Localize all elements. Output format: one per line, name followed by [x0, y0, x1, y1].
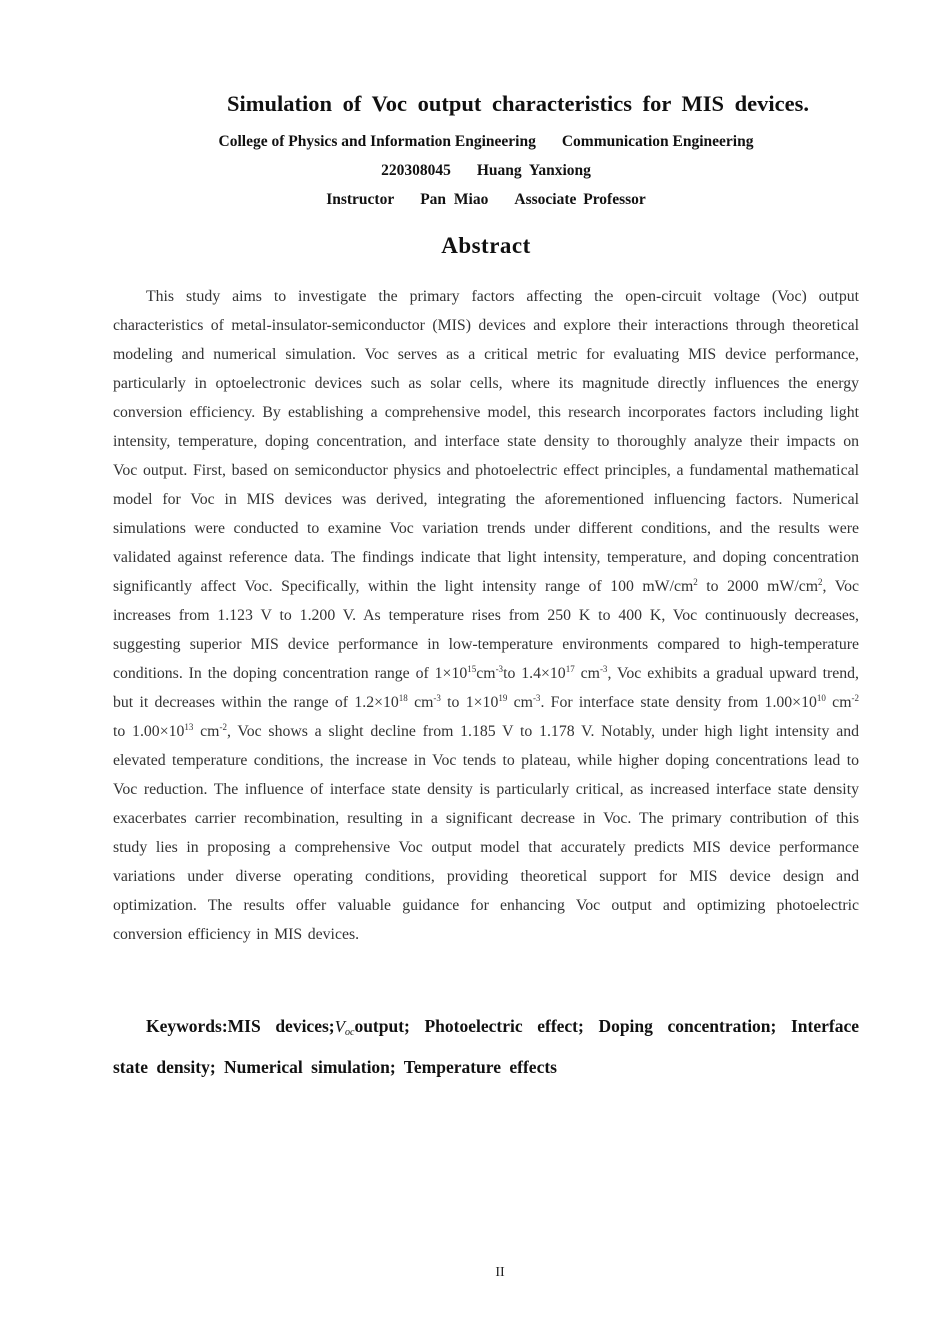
student-id: 220308045 — [381, 162, 451, 179]
keywords-list: output; Photoelectric effect; Doping concentration; Interface state density; Numerical simulation; Temperature effects — [113, 1016, 859, 1077]
superscript: -2 — [851, 693, 859, 703]
abstract-text: cm — [407, 694, 434, 711]
abstract-text: to 1.4×10 — [503, 665, 566, 682]
abstract-text: , Voc shows a slight decline from 1.185 V to 1.178 V. Notably, under high light intensity and elevated temperature conditions, the increase in Voc tends to plateau, while higher doping concentrations lead to Voc reduction. The influence of interface state density is particularly critical, as increased interface state density exacerbates carrier recombination, resulting in a significant decrease in Voc. The primary contribution of this study lies in proposing a comprehensive Voc output model that accurately predicts MIS device performance variations under diverse operating conditions, providing theoretical support for MIS device design and optimization. The results offer valuable guidance for enhancing Voc output and optimizing photoelectric conversion efficiency in MIS devices. — [113, 723, 860, 943]
superscript: 15 — [467, 664, 477, 674]
keywords-paragraph — [113, 1009, 859, 1084]
instructor-name: Pan Miao — [420, 191, 489, 208]
superscript: -3 — [599, 664, 608, 674]
college-name: College of Physics and Information Engineering — [218, 133, 536, 150]
superscript: 18 — [398, 693, 408, 703]
voc-subscript: oc — [345, 1027, 355, 1038]
keywords-prefix: Keywords:MIS devices; — [146, 1016, 335, 1036]
superscript: -3 — [532, 693, 541, 703]
abstract-heading: Abstract — [441, 233, 531, 258]
abstract-text: to 1.00×10 — [113, 723, 185, 740]
abstract-text: to 2000 mW/cm — [697, 578, 819, 595]
superscript: -3 — [433, 693, 441, 703]
instructor-label: Instructor — [326, 191, 395, 208]
superscript: 17 — [565, 664, 575, 674]
student-line — [113, 162, 859, 180]
superscript: 2 — [818, 577, 823, 587]
voc-symbol — [335, 1017, 355, 1036]
abstract-text: cm — [476, 665, 496, 682]
instructor-line — [113, 191, 859, 209]
abstract-text: , Voc exhibits a gradual upward trend, but it decreases within the range of 1.2×10 — [113, 665, 859, 711]
abstract-text: This study aims to investigate the primary factors affecting the open-circuit voltage (Voc) output characteristics of metal-insulator-semiconductor (MIS) devices and explore their interactions through theoretical modeling and numerical simulation. Voc serves as a critical metric for evaluating MIS device performance, particularly in optoelectronic devices such as solar cells, where its magnitude directly influences the energy conversion efficiency. By establishing a comprehensive model, this research incorporates factors including light intensity, temperature, doping concentration, and interface state density to thoroughly analyze their impacts on Voc output. First, based on semiconductor physics and photoelectric effect principles, a fundamental mathematical model for Voc in MIS devices was derived, integrating the aforementioned influencing factors. Numerical simulations were conducted to examine Voc variation trends under different conditions, and the results were validated against reference data. The findings indicate that light intensity, temperature, and doping concentration significantly affect Voc. Specifically, within the light intensity range of 100 mW/cm — [113, 288, 859, 595]
abstract-text: cm — [825, 694, 852, 711]
superscript: -2 — [219, 722, 227, 732]
abstract-text: cm — [193, 723, 220, 740]
abstract-text: cm — [574, 665, 600, 682]
superscript: 13 — [184, 722, 194, 732]
superscript: 19 — [498, 693, 508, 703]
page-number: II — [495, 1265, 505, 1280]
superscript: 10 — [816, 693, 826, 703]
superscript: 2 — [693, 577, 698, 587]
abstract-body — [113, 282, 859, 949]
affiliation-line — [113, 133, 859, 151]
paper-title: Simulation of Voc output characteristics for MIS devices. — [226, 91, 810, 116]
major-name: Communication Engineering — [561, 133, 754, 150]
abstract-text: . For interface state density from 1.00×10 — [540, 694, 817, 711]
abstract-text: cm — [507, 694, 533, 711]
abstract-text: to 1×10 — [440, 694, 499, 711]
instructor-title: Associate Professor — [514, 191, 646, 208]
abstract-text: , Voc increases from 1.123 V to 1.200 V. As temperature rises from 250 K to 400 K, Voc continuously decreases, suggesting superior MIS device performance in low-temperature environments compared to high-temperature conditions. In the doping concentration range of 1×10 — [113, 578, 859, 682]
superscript: -3 — [495, 664, 504, 674]
student-name: Huang Yanxiong — [476, 162, 591, 179]
voc-letter: V — [334, 1017, 345, 1036]
